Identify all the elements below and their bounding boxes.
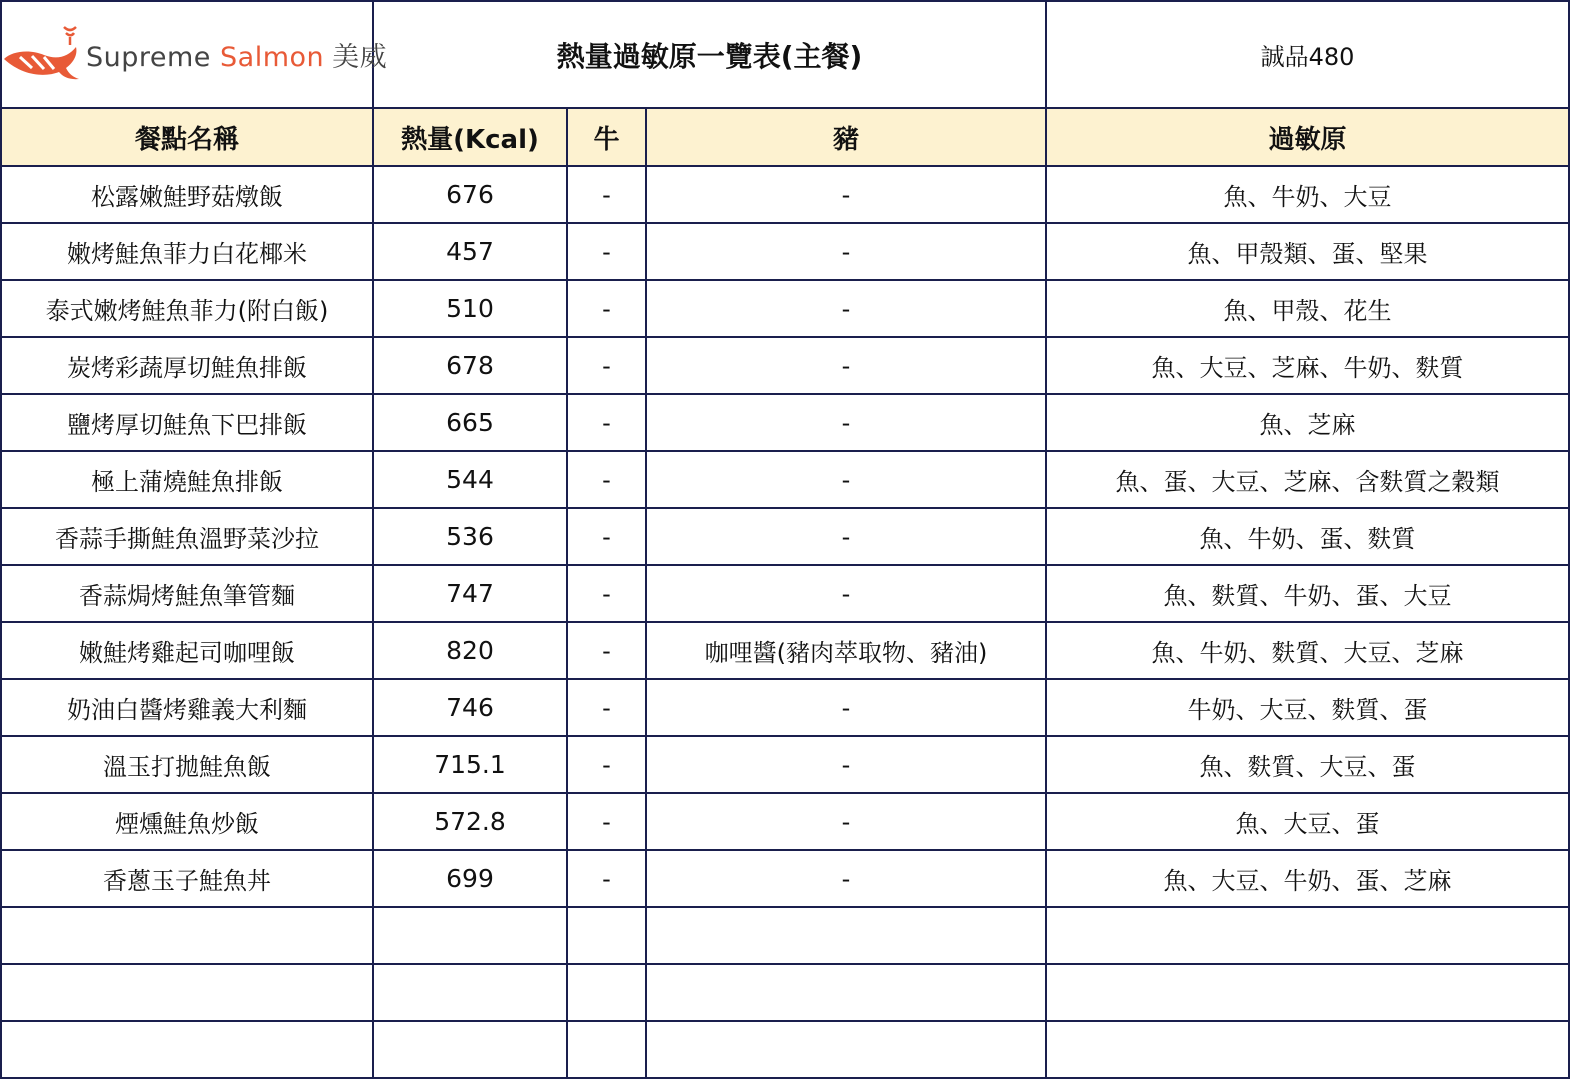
table-row bbox=[1, 508, 1569, 565]
kcal-cell: 536 bbox=[373, 508, 567, 565]
pork-cell: - bbox=[646, 394, 1046, 451]
table-row bbox=[1, 166, 1569, 223]
beef-cell bbox=[567, 964, 646, 1021]
table-row bbox=[1, 223, 1569, 280]
kcal-cell: 676 bbox=[373, 166, 567, 223]
allergens-cell: 魚、大豆、牛奶、蛋、芝麻 bbox=[1046, 850, 1569, 907]
item-name-cell: 極上蒲燒鮭魚排飯 bbox=[1, 451, 373, 508]
kcal-cell: 820 bbox=[373, 622, 567, 679]
beef-cell: - bbox=[567, 565, 646, 622]
pork-cell: - bbox=[646, 793, 1046, 850]
col-header-allergens: 過敏原 bbox=[1046, 108, 1569, 166]
allergens-cell: 魚、芝麻 bbox=[1046, 394, 1569, 451]
table-row bbox=[1, 622, 1569, 679]
allergens-cell: 魚、麩質、牛奶、蛋、大豆 bbox=[1046, 565, 1569, 622]
table-row bbox=[1, 736, 1569, 793]
pork-cell: - bbox=[646, 337, 1046, 394]
item-name-cell: 鹽烤厚切鮭魚下巴排飯 bbox=[1, 394, 373, 451]
pork-cell: - bbox=[646, 850, 1046, 907]
table-row bbox=[1, 679, 1569, 736]
kcal-cell: 544 bbox=[373, 451, 567, 508]
item-name-cell bbox=[1, 907, 373, 964]
table-row bbox=[1, 280, 1569, 337]
brand-word-2: Salmon bbox=[220, 42, 325, 73]
allergens-cell: 魚、牛奶、大豆 bbox=[1046, 166, 1569, 223]
item-name-cell bbox=[1, 1021, 373, 1078]
beef-cell: - bbox=[567, 394, 646, 451]
pork-cell: - bbox=[646, 166, 1046, 223]
table-row bbox=[1, 337, 1569, 394]
table-row bbox=[1, 451, 1569, 508]
beef-cell: - bbox=[567, 166, 646, 223]
pork-cell: - bbox=[646, 736, 1046, 793]
column-header-row bbox=[1, 108, 1569, 166]
brand-name bbox=[86, 35, 387, 74]
item-name-cell: 溫玉打拋鮭魚飯 bbox=[1, 736, 373, 793]
pork-cell: - bbox=[646, 679, 1046, 736]
logo bbox=[1, 1, 388, 108]
beef-cell: - bbox=[567, 508, 646, 565]
table-row bbox=[1, 907, 1569, 964]
pork-cell: - bbox=[646, 280, 1046, 337]
item-name-cell: 香蔥玉子鮭魚丼 bbox=[1, 850, 373, 907]
kcal-cell: 699 bbox=[373, 850, 567, 907]
brand-word-1: Supreme bbox=[86, 42, 211, 73]
item-name-cell: 香蒜焗烤鮭魚筆管麵 bbox=[1, 565, 373, 622]
table-row bbox=[1, 964, 1569, 1021]
item-name-cell: 奶油白醬烤雞義大利麵 bbox=[1, 679, 373, 736]
pork-cell bbox=[646, 964, 1046, 1021]
table-row bbox=[1, 394, 1569, 451]
beef-cell: - bbox=[567, 679, 646, 736]
allergens-cell: 魚、牛奶、麩質、大豆、芝麻 bbox=[1046, 622, 1569, 679]
beef-cell bbox=[567, 907, 646, 964]
beef-cell: - bbox=[567, 622, 646, 679]
title-row bbox=[1, 1, 1569, 108]
item-name-cell: 香蒜手撕鮭魚溫野菜沙拉 bbox=[1, 508, 373, 565]
allergens-cell: 魚、甲殼、花生 bbox=[1046, 280, 1569, 337]
page-title: 熱量過敏原一覽表(主餐) bbox=[373, 1, 1046, 108]
allergens-cell: 魚、甲殼類、蛋、堅果 bbox=[1046, 223, 1569, 280]
col-header-kcal: 熱量(Kcal) bbox=[373, 108, 567, 166]
col-header-beef: 牛 bbox=[567, 108, 646, 166]
item-name-cell: 松露嫩鮭野菇燉飯 bbox=[1, 166, 373, 223]
item-name-cell: 嫩鮭烤雞起司咖哩飯 bbox=[1, 622, 373, 679]
kcal-cell bbox=[373, 1021, 567, 1078]
kcal-cell: 747 bbox=[373, 565, 567, 622]
col-header-name: 餐點名稱 bbox=[1, 108, 373, 166]
table-row bbox=[1, 565, 1569, 622]
allergens-cell bbox=[1046, 1021, 1569, 1078]
allergens-cell: 魚、牛奶、蛋、麩質 bbox=[1046, 508, 1569, 565]
pork-cell: - bbox=[646, 451, 1046, 508]
brand-cjk: 美威 bbox=[332, 42, 388, 73]
beef-cell: - bbox=[567, 793, 646, 850]
salmon-fish-icon bbox=[2, 19, 82, 91]
pork-cell bbox=[646, 1021, 1046, 1078]
kcal-cell: 457 bbox=[373, 223, 567, 280]
kcal-cell bbox=[373, 907, 567, 964]
pork-cell: - bbox=[646, 223, 1046, 280]
pork-cell: 咖哩醬(豬肉萃取物、豬油) bbox=[646, 622, 1046, 679]
beef-cell: - bbox=[567, 223, 646, 280]
kcal-cell: 572.8 bbox=[373, 793, 567, 850]
pork-cell: - bbox=[646, 508, 1046, 565]
item-name-cell bbox=[1, 964, 373, 1021]
item-name-cell: 炭烤彩蔬厚切鮭魚排飯 bbox=[1, 337, 373, 394]
beef-cell bbox=[567, 1021, 646, 1078]
table-row bbox=[1, 1021, 1569, 1078]
beef-cell: - bbox=[567, 280, 646, 337]
item-name-cell: 煙燻鮭魚炒飯 bbox=[1, 793, 373, 850]
kcal-cell: 665 bbox=[373, 394, 567, 451]
allergens-cell: 魚、蛋、大豆、芝麻、含麩質之穀類 bbox=[1046, 451, 1569, 508]
table-row bbox=[1, 793, 1569, 850]
beef-cell: - bbox=[567, 337, 646, 394]
allergens-cell: 魚、大豆、蛋 bbox=[1046, 793, 1569, 850]
branch-label: 誠品480 bbox=[1046, 1, 1569, 108]
kcal-cell: 678 bbox=[373, 337, 567, 394]
item-name-cell: 嫩烤鮭魚菲力白花椰米 bbox=[1, 223, 373, 280]
col-header-pork: 豬 bbox=[646, 108, 1046, 166]
allergens-cell bbox=[1046, 964, 1569, 1021]
beef-cell: - bbox=[567, 736, 646, 793]
item-name-cell: 泰式嫩烤鮭魚菲力(附白飯) bbox=[1, 280, 373, 337]
kcal-cell: 746 bbox=[373, 679, 567, 736]
allergens-cell: 魚、大豆、芝麻、牛奶、麩質 bbox=[1046, 337, 1569, 394]
beef-cell: - bbox=[567, 451, 646, 508]
table-row bbox=[1, 850, 1569, 907]
beef-cell: - bbox=[567, 850, 646, 907]
kcal-cell bbox=[373, 964, 567, 1021]
pork-cell: - bbox=[646, 565, 1046, 622]
allergens-cell bbox=[1046, 907, 1569, 964]
pork-cell bbox=[646, 907, 1046, 964]
kcal-cell: 715.1 bbox=[373, 736, 567, 793]
kcal-cell: 510 bbox=[373, 280, 567, 337]
allergens-cell: 魚、麩質、大豆、蛋 bbox=[1046, 736, 1569, 793]
allergens-cell: 牛奶、大豆、麩質、蛋 bbox=[1046, 679, 1569, 736]
